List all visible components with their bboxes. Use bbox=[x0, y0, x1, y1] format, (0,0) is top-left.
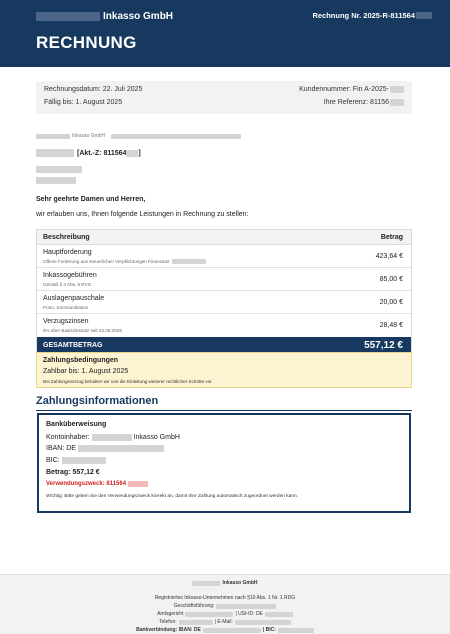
redacted-block bbox=[192, 581, 220, 586]
redacted-block bbox=[111, 134, 241, 139]
redacted-block bbox=[62, 457, 106, 464]
section-title-payment: Zahlungsinformationen bbox=[36, 395, 159, 407]
invoice-meta-box bbox=[36, 81, 412, 114]
recipient-city bbox=[36, 172, 76, 190]
footer-company: Inkasso GmbH bbox=[0, 580, 450, 586]
redacted-block bbox=[36, 177, 76, 184]
column-header-description: Beschreibung bbox=[43, 234, 90, 241]
bank-box-title: Banküberweisung bbox=[46, 421, 107, 428]
item-description: Offene Forderung aus steuerlichen Verpflichtungen Finanzamt bbox=[43, 259, 206, 264]
terms-note: Bei Zahlungsverzug behalten wir uns die Einleitung weiterer rechtlicher Schritte vor. bbox=[43, 379, 213, 384]
transfer-amount: Betrag: 557,12 € bbox=[46, 469, 100, 476]
recipient-name-line: [Akt.-Z: 811564 ] bbox=[36, 149, 141, 157]
bank-transfer-box bbox=[37, 413, 411, 513]
table-row bbox=[37, 314, 411, 337]
file-reference: [Akt.-Z: 811564 bbox=[77, 149, 127, 157]
item-name: Auslagenpauschale bbox=[43, 295, 105, 302]
redacted-block bbox=[126, 150, 138, 157]
footer-contact: Telefon: | E-Mail: bbox=[0, 619, 450, 625]
redacted-block bbox=[36, 149, 74, 157]
redacted-block bbox=[92, 434, 132, 441]
footer-management: Geschäftsführung: bbox=[0, 603, 450, 609]
payable-by: Zahlbar bis: 1. August 2025 bbox=[43, 368, 129, 375]
footer-registration: Registriertes Inkasso-Unternehmen nach §10 Abs. 1 Nr. 1 RDG bbox=[154, 595, 296, 601]
sender-line: Inkasso GmbH bbox=[36, 133, 241, 139]
redacted-block bbox=[390, 99, 404, 106]
item-name: Verzugszinsen bbox=[43, 318, 89, 325]
redacted-block bbox=[265, 612, 293, 617]
item-name: Inkassogebühren bbox=[43, 272, 97, 279]
bic: BIC: bbox=[46, 457, 106, 464]
invoice-footer bbox=[0, 574, 450, 634]
redacted-block bbox=[185, 612, 233, 617]
invoice-date: Rechnungsdatum: 22. Juli 2025 bbox=[44, 86, 143, 93]
iban: IBAN: DE bbox=[46, 445, 164, 452]
table-header bbox=[37, 230, 411, 245]
column-header-amount: Betrag bbox=[380, 234, 403, 241]
redacted-block bbox=[235, 620, 291, 625]
table-row bbox=[37, 268, 411, 291]
item-amount: 20,00 € bbox=[379, 299, 403, 306]
company-name: Inkasso GmbH bbox=[36, 11, 173, 22]
customer-number: Kundennummer: Fin A-2025- bbox=[299, 86, 404, 93]
intro-text: wir erlauben uns, Ihnen folgende Leistungen in Rechnung zu stellen: bbox=[36, 211, 249, 218]
total-label: GESAMTBETRAG bbox=[43, 342, 103, 349]
table-row bbox=[37, 245, 411, 268]
footer-court: Amtsgericht | USt-ID: DE bbox=[0, 611, 450, 617]
redacted-block bbox=[36, 134, 70, 139]
invoice-number: Rechnung Nr. 2025-R-811564 bbox=[312, 11, 432, 20]
salutation: Sehr geehrte Damen und Herren, bbox=[36, 196, 146, 203]
payment-reference: Verwendungszweck: 811564 bbox=[46, 481, 148, 487]
document-title: RECHNUNG bbox=[36, 33, 137, 52]
line-items-table bbox=[36, 229, 412, 357]
redacted-block bbox=[128, 481, 148, 487]
redacted-block bbox=[203, 628, 261, 633]
redacted-block bbox=[36, 12, 100, 21]
redacted-block bbox=[390, 86, 404, 93]
payment-note: Wichtig: Bitte geben Sie den Verwendungszweck korrekt an, damit Ihre Zahlung automatisch zugeordnet werden kann. bbox=[46, 494, 298, 499]
section-divider bbox=[36, 410, 412, 411]
due-date: Fällig bis: 1. August 2025 bbox=[44, 99, 123, 106]
redacted-block bbox=[179, 620, 213, 625]
redacted-block bbox=[172, 259, 206, 264]
your-reference: Ihre Referenz: 81156 bbox=[324, 99, 404, 106]
footer-bank: Bankverbindung: IBAN: DE | BIC: bbox=[0, 627, 450, 633]
item-name: Hauptforderung bbox=[43, 249, 92, 256]
invoice-header bbox=[0, 0, 450, 67]
item-amount: 28,48 € bbox=[379, 322, 403, 329]
item-description: 5% über Basiszinssatz seit 22.05.2025 bbox=[43, 328, 122, 333]
item-amount: 85,00 € bbox=[379, 276, 403, 283]
item-description: Porto, Kommunikation bbox=[43, 305, 89, 310]
redacted-block bbox=[278, 628, 314, 633]
total-value: 557,12 € bbox=[364, 340, 403, 351]
redacted-block bbox=[416, 12, 432, 19]
item-amount: 423,64 € bbox=[375, 253, 403, 260]
redacted-block bbox=[216, 604, 276, 609]
terms-title: Zahlungsbedingungen bbox=[43, 357, 119, 364]
payment-terms-box bbox=[36, 352, 412, 388]
table-row bbox=[37, 291, 411, 314]
redacted-block bbox=[78, 445, 164, 452]
account-holder: Kontoinhaber: Inkasso GmbH bbox=[46, 434, 180, 441]
item-description: Gemäß § 4 Abs. 5 RVG bbox=[43, 282, 92, 287]
